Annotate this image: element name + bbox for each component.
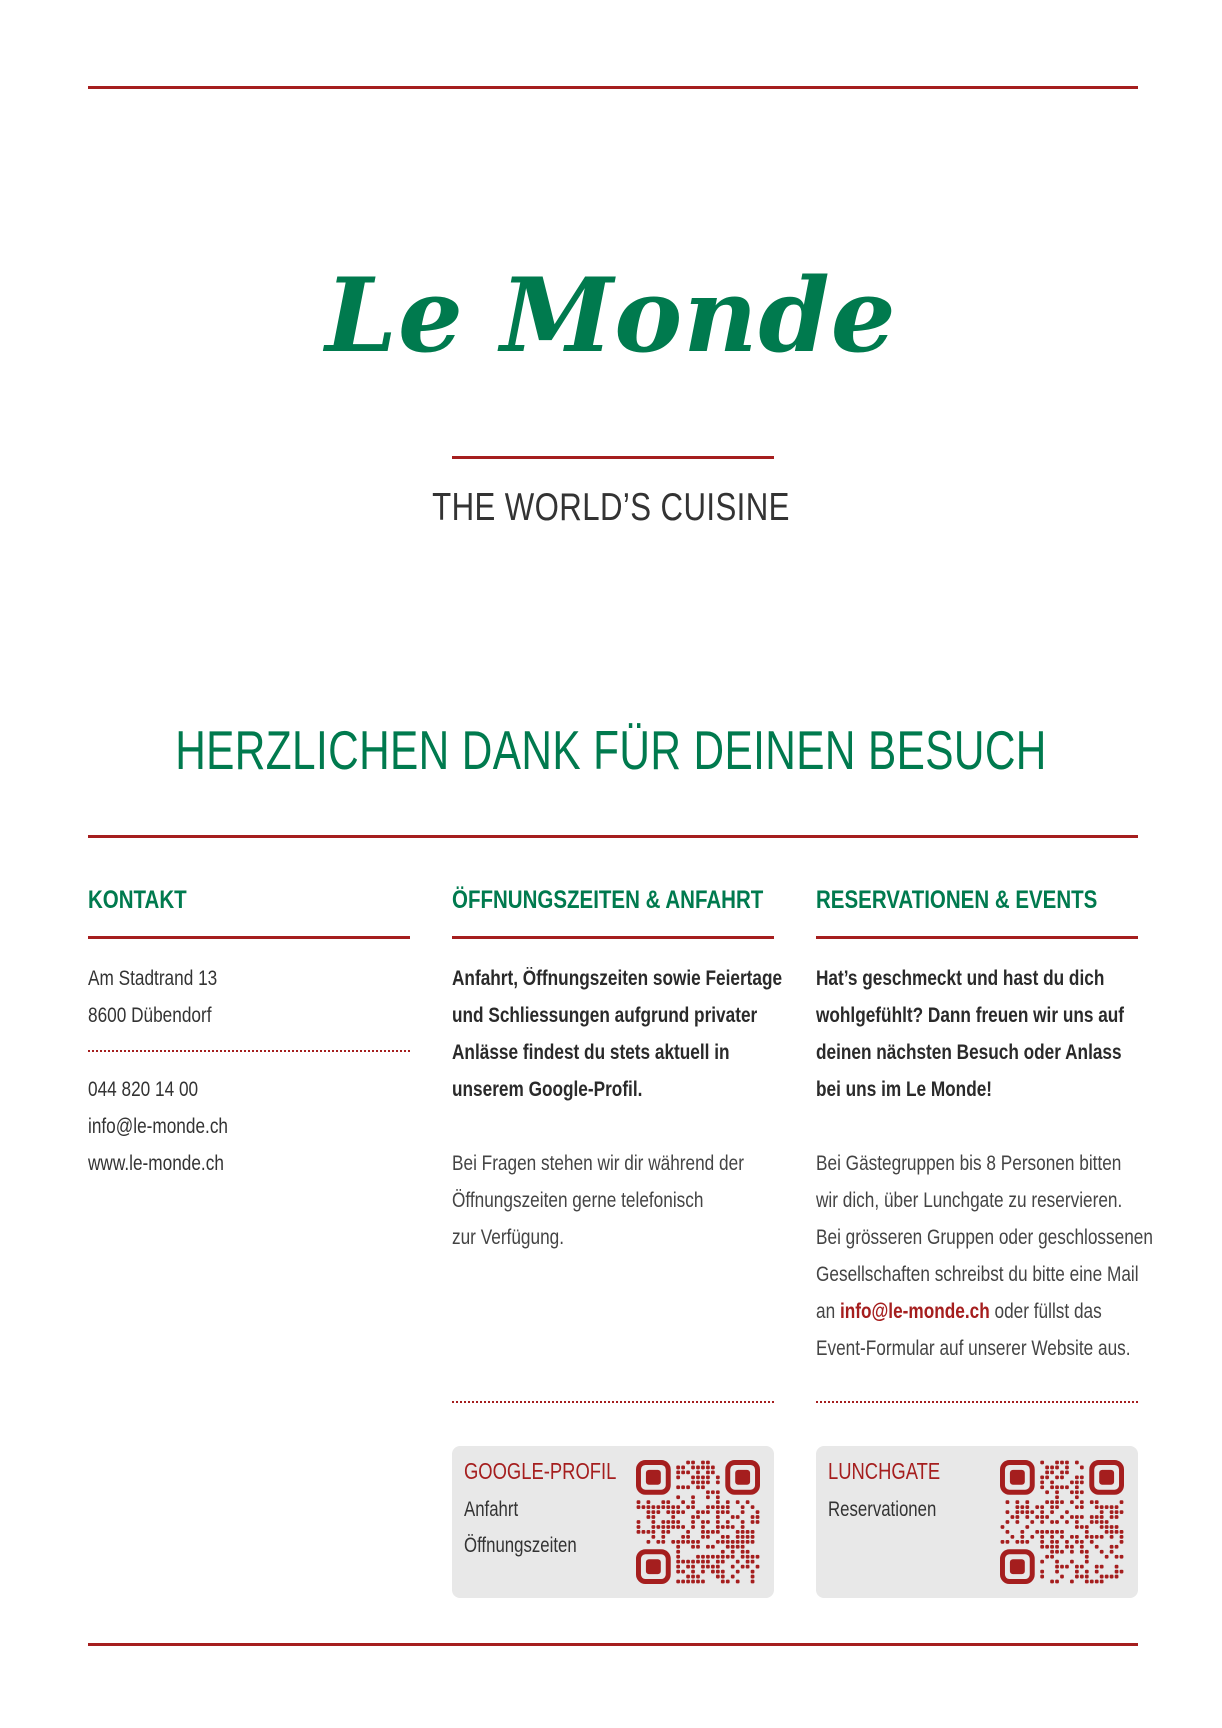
reservations-intro	[816, 960, 1124, 1108]
reservations-column	[816, 880, 1153, 1360]
reservations-intro-line: bei uns im Le Monde!	[816, 1078, 993, 1101]
thanks-heading: HERZLICHEN DANK FÜR DEINEN BESUCH	[175, 719, 1047, 781]
hours-column	[452, 880, 783, 1249]
hours-body-line: Öffnungszeiten gerne telefonisch	[452, 1189, 704, 1212]
contact-column	[88, 880, 410, 1175]
contact-heading-rule	[88, 936, 410, 939]
contact-heading: KONTAKT	[88, 886, 187, 914]
phone-link[interactable]: 044 820 14 00	[88, 1078, 199, 1101]
contact-dotted-divider	[88, 1050, 410, 1052]
lunchgate-title: LUNCHGATE	[828, 1458, 941, 1484]
reservations-body-line: Event-Formular auf unserer Website aus.	[816, 1337, 1131, 1360]
reservations-body-line: Bei Gästegruppen bis 8 Personen bitten	[816, 1152, 1122, 1175]
google-profile-lines	[464, 1492, 577, 1564]
google-profile-title: GOOGLE-PROFIL	[464, 1458, 617, 1484]
logo-divider	[452, 456, 774, 459]
hours-dotted-divider	[452, 1401, 774, 1403]
hours-intro-line: Anfahrt, Öffnungszeiten sowie Feiertage	[452, 967, 783, 990]
reservations-body	[816, 1145, 1153, 1367]
bottom-divider	[88, 1643, 1138, 1646]
hours-intro-line: unserem Google-Profil.	[452, 1078, 643, 1101]
hours-intro	[452, 960, 782, 1108]
reservations-dotted-divider	[816, 1401, 1138, 1403]
brand-logo: Le Monde	[325, 256, 897, 376]
card-line: Anfahrt	[464, 1498, 519, 1521]
hours-body	[452, 1145, 744, 1256]
reservations-body-line: wir dich, über Lunchgate zu reservieren.	[816, 1189, 1123, 1212]
card-line: Reservationen	[828, 1498, 937, 1521]
contact-address	[88, 960, 217, 1034]
hours-heading: ÖFFNUNGSZEITEN & ANFAHRT	[452, 886, 764, 914]
reservations-email-link[interactable]: info@le-monde.ch	[839, 1300, 990, 1323]
body-text: oder füllst das	[994, 1300, 1102, 1323]
qr-code-icon[interactable]	[1000, 1460, 1124, 1584]
reservations-intro-line: wohlgefühlt? Dann freuen wir uns auf	[816, 1004, 1125, 1027]
hours-body-line: zur Verfügung.	[452, 1226, 565, 1249]
reservations-body-line	[816, 1293, 1153, 1330]
hours-intro-line: Anlässe findest du stets aktuell in	[452, 1041, 730, 1064]
section-divider	[88, 835, 1138, 838]
reservations-heading: RESERVATIONEN & EVENTS	[816, 886, 1098, 914]
google-profile-card[interactable]	[452, 1446, 774, 1598]
lunchgate-card[interactable]	[816, 1446, 1138, 1598]
hours-heading-rule	[452, 936, 774, 939]
reservations-intro-line: deinen nächsten Besuch oder Anlass	[816, 1041, 1122, 1064]
reservations-body-line: Bei grösseren Gruppen oder geschlossenen	[816, 1226, 1153, 1249]
email-link[interactable]: info@le-monde.ch	[88, 1115, 229, 1138]
address-street: Am Stadtrand 13	[88, 967, 218, 990]
website-link[interactable]: www.le-monde.ch	[88, 1152, 224, 1175]
contact-details	[88, 1071, 228, 1182]
card-line: Öffnungszeiten	[464, 1534, 577, 1557]
qr-code-icon[interactable]	[636, 1460, 760, 1584]
reservations-heading-rule	[816, 936, 1138, 939]
top-divider	[88, 86, 1138, 89]
hours-body-line: Bei Fragen stehen wir dir während der	[452, 1152, 744, 1175]
hours-intro-line: und Schliessungen aufgrund privater	[452, 1004, 758, 1027]
address-city: 8600 Dübendorf	[88, 1004, 212, 1027]
brand-tagline: THE WORLD’S CUISINE	[432, 486, 790, 529]
body-text: an	[816, 1300, 836, 1323]
reservations-intro-line: Hat’s geschmeckt und hast du dich	[816, 967, 1105, 990]
lunchgate-lines	[828, 1492, 936, 1528]
reservations-body-line: Gesellschaften schreibst du bitte eine Mail	[816, 1263, 1139, 1286]
